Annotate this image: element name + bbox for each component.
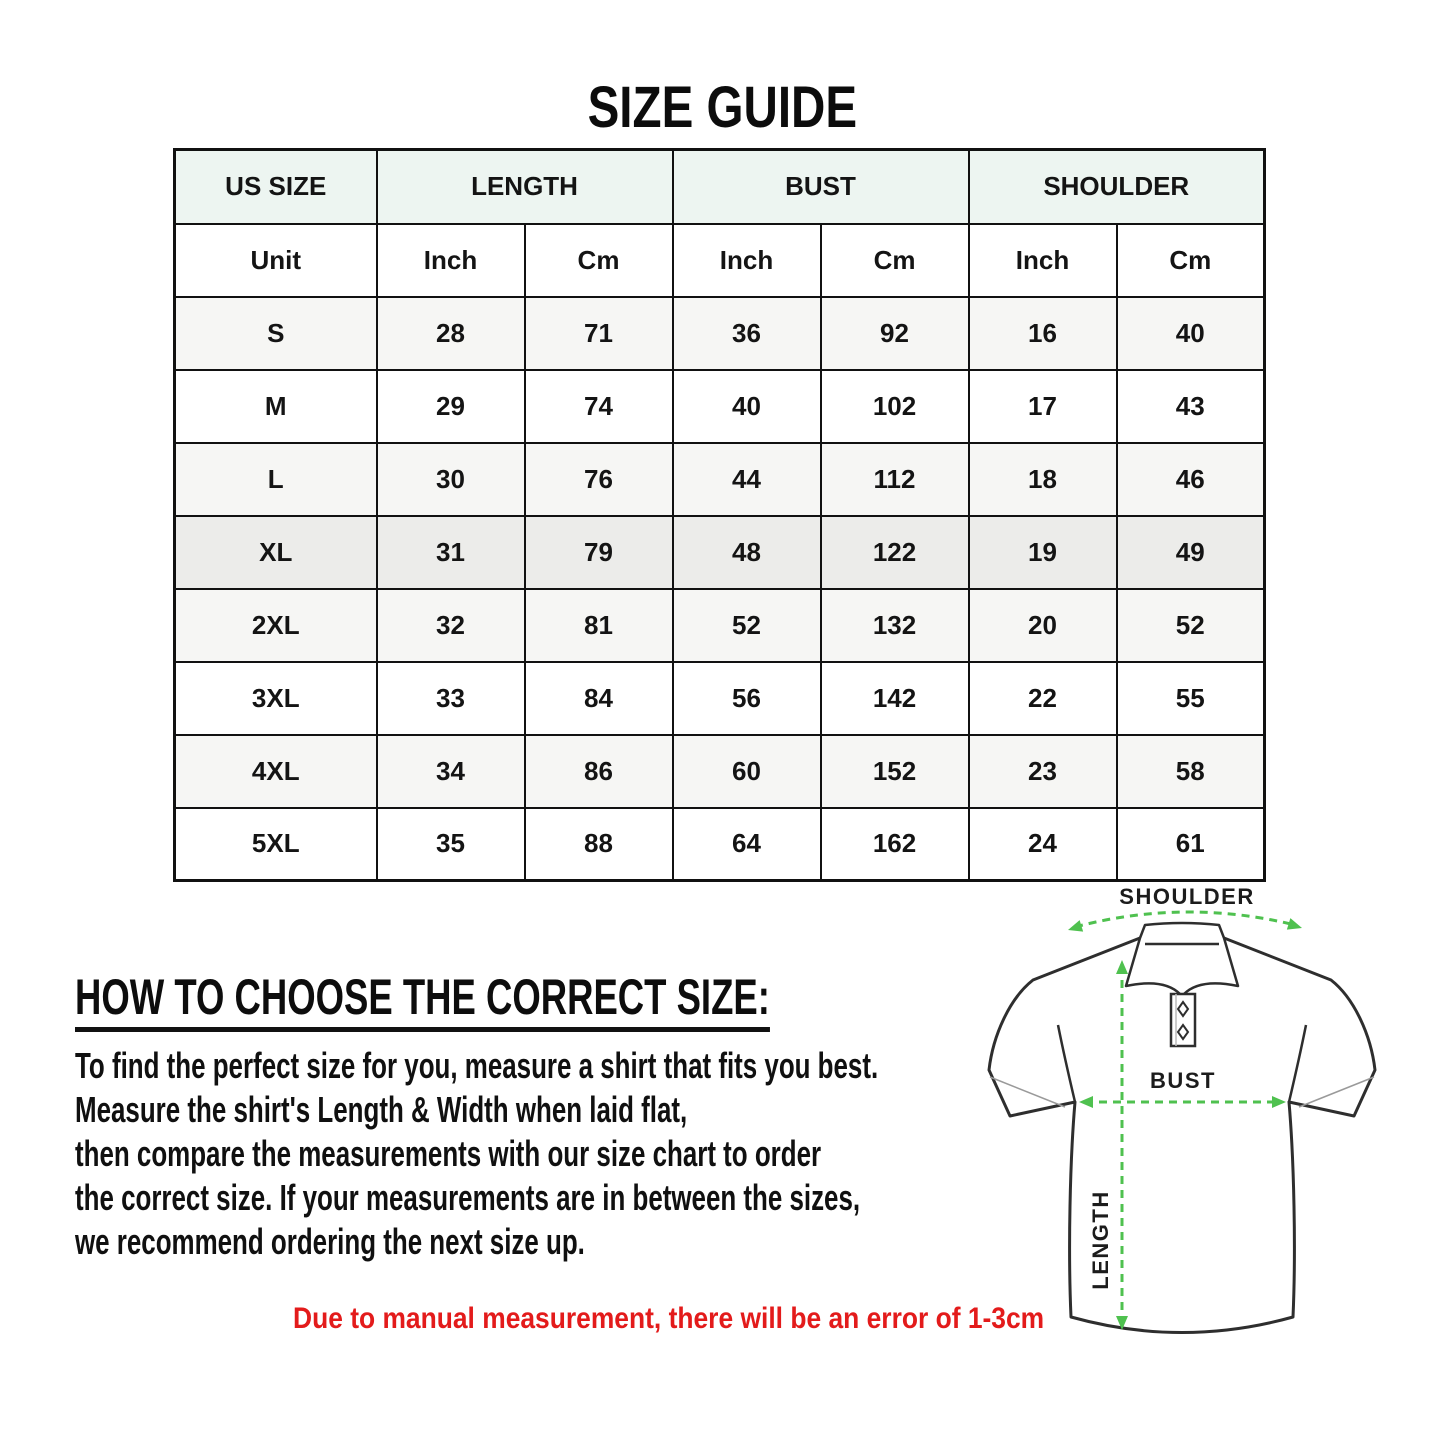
shoulder-arrowhead-right bbox=[1287, 918, 1304, 934]
how-to-line: To find the perfect size for you, measure a shirt that fits you best. bbox=[75, 1045, 879, 1086]
value-cell: 48 bbox=[673, 516, 821, 589]
size-cell: M bbox=[175, 370, 377, 443]
value-cell: 152 bbox=[821, 735, 969, 808]
how-to-line: Measure the shirt's Length & Width when laid flat, bbox=[75, 1089, 688, 1130]
size-cell: XL bbox=[175, 516, 377, 589]
measurement-disclaimer: Due to manual measurement, there will be an error of 1-3cm bbox=[293, 1302, 1045, 1335]
unit-cell: Inch bbox=[969, 224, 1117, 297]
value-cell: 16 bbox=[969, 297, 1117, 370]
how-to-line: the correct size. If your measurements are in between the sizes, bbox=[75, 1177, 861, 1218]
table-row bbox=[175, 662, 1265, 735]
unit-cell: Cm bbox=[1117, 224, 1265, 297]
value-cell: 18 bbox=[969, 443, 1117, 516]
table-row bbox=[175, 297, 1265, 370]
table-row bbox=[175, 589, 1265, 662]
value-cell: 22 bbox=[969, 662, 1117, 735]
unit-cell: Cm bbox=[525, 224, 673, 297]
value-cell: 33 bbox=[377, 662, 525, 735]
value-cell: 92 bbox=[821, 297, 969, 370]
size-table bbox=[173, 148, 1266, 882]
how-to-line: then compare the measurements with our size chart to order bbox=[75, 1133, 822, 1174]
value-cell: 64 bbox=[673, 808, 821, 881]
table-header-row bbox=[175, 150, 1265, 224]
unit-cell: Inch bbox=[673, 224, 821, 297]
value-cell: 55 bbox=[1117, 662, 1265, 735]
value-cell: 36 bbox=[673, 297, 821, 370]
value-cell: 34 bbox=[377, 735, 525, 808]
value-cell: 30 bbox=[377, 443, 525, 516]
table-row bbox=[175, 516, 1265, 589]
value-cell: 40 bbox=[1117, 297, 1265, 370]
value-cell: 43 bbox=[1117, 370, 1265, 443]
value-cell: 52 bbox=[1117, 589, 1265, 662]
value-cell: 28 bbox=[377, 297, 525, 370]
size-cell: 2XL bbox=[175, 589, 377, 662]
value-cell: 19 bbox=[969, 516, 1117, 589]
size-cell: 4XL bbox=[175, 735, 377, 808]
value-cell: 35 bbox=[377, 808, 525, 881]
value-cell: 24 bbox=[969, 808, 1117, 881]
value-cell: 31 bbox=[377, 516, 525, 589]
value-cell: 17 bbox=[969, 370, 1117, 443]
unit-cell: Inch bbox=[377, 224, 525, 297]
value-cell: 86 bbox=[525, 735, 673, 808]
value-cell: 32 bbox=[377, 589, 525, 662]
table-unit-row bbox=[175, 224, 1265, 297]
shoulder-arrowhead-left bbox=[1066, 920, 1083, 936]
size-cell: 5XL bbox=[175, 808, 377, 881]
table-row bbox=[175, 808, 1265, 881]
value-cell: 88 bbox=[525, 808, 673, 881]
shirt-measurement-diagram bbox=[985, 880, 1445, 1445]
value-cell: 56 bbox=[673, 662, 821, 735]
size-cell: L bbox=[175, 443, 377, 516]
header-shoulder: SHOULDER bbox=[969, 150, 1265, 224]
value-cell: 20 bbox=[969, 589, 1117, 662]
size-cell: 3XL bbox=[175, 662, 377, 735]
value-cell: 61 bbox=[1117, 808, 1265, 881]
header-us-size: US SIZE bbox=[175, 150, 377, 224]
value-cell: 79 bbox=[525, 516, 673, 589]
length-label: LENGTH bbox=[1088, 1190, 1113, 1290]
unit-label-cell: Unit bbox=[175, 224, 377, 297]
how-to-line: we recommend ordering the next size up. bbox=[75, 1221, 585, 1262]
header-bust: BUST bbox=[673, 150, 969, 224]
value-cell: 122 bbox=[821, 516, 969, 589]
value-cell: 60 bbox=[673, 735, 821, 808]
value-cell: 44 bbox=[673, 443, 821, 516]
value-cell: 46 bbox=[1117, 443, 1265, 516]
bust-label: BUST bbox=[1150, 1068, 1216, 1093]
how-to-heading: HOW TO CHOOSE THE CORRECT SIZE: bbox=[75, 972, 770, 1032]
unit-cell: Cm bbox=[821, 224, 969, 297]
value-cell: 29 bbox=[377, 370, 525, 443]
value-cell: 142 bbox=[821, 662, 969, 735]
value-cell: 52 bbox=[673, 589, 821, 662]
value-cell: 23 bbox=[969, 735, 1117, 808]
value-cell: 132 bbox=[821, 589, 969, 662]
table-row bbox=[175, 735, 1265, 808]
value-cell: 58 bbox=[1117, 735, 1265, 808]
table-row bbox=[175, 443, 1265, 516]
value-cell: 102 bbox=[821, 370, 969, 443]
value-cell: 81 bbox=[525, 589, 673, 662]
size-cell: S bbox=[175, 297, 377, 370]
value-cell: 84 bbox=[525, 662, 673, 735]
page-title bbox=[0, 74, 1445, 141]
shoulder-label: SHOULDER bbox=[1119, 884, 1255, 909]
value-cell: 71 bbox=[525, 297, 673, 370]
value-cell: 74 bbox=[525, 370, 673, 443]
header-length: LENGTH bbox=[377, 150, 673, 224]
value-cell: 40 bbox=[673, 370, 821, 443]
value-cell: 112 bbox=[821, 443, 969, 516]
value-cell: 49 bbox=[1117, 516, 1265, 589]
value-cell: 76 bbox=[525, 443, 673, 516]
page-title-text: SIZE GUIDE bbox=[587, 75, 858, 140]
table-row bbox=[175, 370, 1265, 443]
value-cell: 162 bbox=[821, 808, 969, 881]
